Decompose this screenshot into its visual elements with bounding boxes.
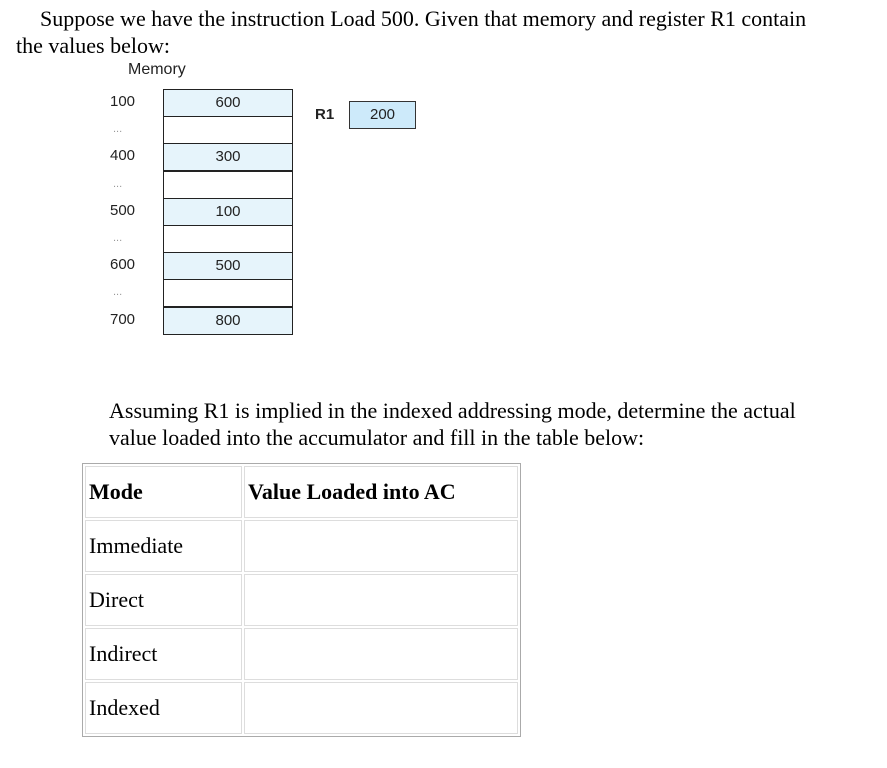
table-row bbox=[85, 574, 518, 626]
memory-ellipsis: ... bbox=[113, 286, 123, 299]
memory-cell bbox=[163, 225, 293, 253]
intro-line-2: the values below: bbox=[16, 33, 170, 58]
value-cell[interactable] bbox=[244, 520, 518, 572]
memory-cell: 500 bbox=[163, 252, 293, 280]
question-line-1: Assuming R1 is implied in the indexed addressing mode, determine the actual bbox=[109, 398, 796, 423]
memory-cell bbox=[163, 116, 293, 144]
mode-cell: Immediate bbox=[85, 520, 242, 572]
memory-address: 500 bbox=[110, 201, 136, 219]
question-line-2: value loaded into the accumulator and fill in the table below: bbox=[109, 425, 645, 450]
memory-address: 700 bbox=[110, 310, 136, 328]
memory-cell bbox=[163, 171, 293, 199]
memory-cell bbox=[163, 279, 293, 307]
table-row bbox=[85, 520, 518, 572]
value-cell[interactable] bbox=[244, 628, 518, 680]
table-row bbox=[85, 628, 518, 680]
memory-cell: 600 bbox=[163, 89, 293, 117]
mode-cell: Direct bbox=[85, 574, 242, 626]
mode-cell: Indirect bbox=[85, 628, 242, 680]
memory-cell: 800 bbox=[163, 307, 293, 335]
memory-cell: 100 bbox=[163, 198, 293, 226]
intro-line-1: Suppose we have the instruction Load 500. Given that memory and register R1 contain bbox=[40, 6, 807, 31]
header-mode: Mode bbox=[85, 466, 242, 518]
mode-cell: Indexed bbox=[85, 682, 242, 734]
value-cell[interactable] bbox=[244, 682, 518, 734]
memory-ellipsis: ... bbox=[113, 123, 123, 136]
value-cell[interactable] bbox=[244, 574, 518, 626]
memory-address: 400 bbox=[110, 147, 136, 165]
memory-title: Memory bbox=[128, 61, 186, 78]
memory-address: 600 bbox=[110, 256, 136, 274]
memory-cell: 300 bbox=[163, 143, 293, 171]
memory-ellipsis: ... bbox=[113, 177, 123, 190]
memory-address: 100 bbox=[110, 93, 136, 110]
table-row bbox=[85, 682, 518, 734]
register-value: 200 bbox=[349, 101, 416, 129]
answer-table bbox=[82, 463, 521, 737]
memory-ellipsis: ... bbox=[113, 232, 123, 244]
table-header-row bbox=[85, 466, 518, 518]
register-label: R1 bbox=[315, 106, 335, 123]
header-value: Value Loaded into AC bbox=[244, 466, 518, 518]
